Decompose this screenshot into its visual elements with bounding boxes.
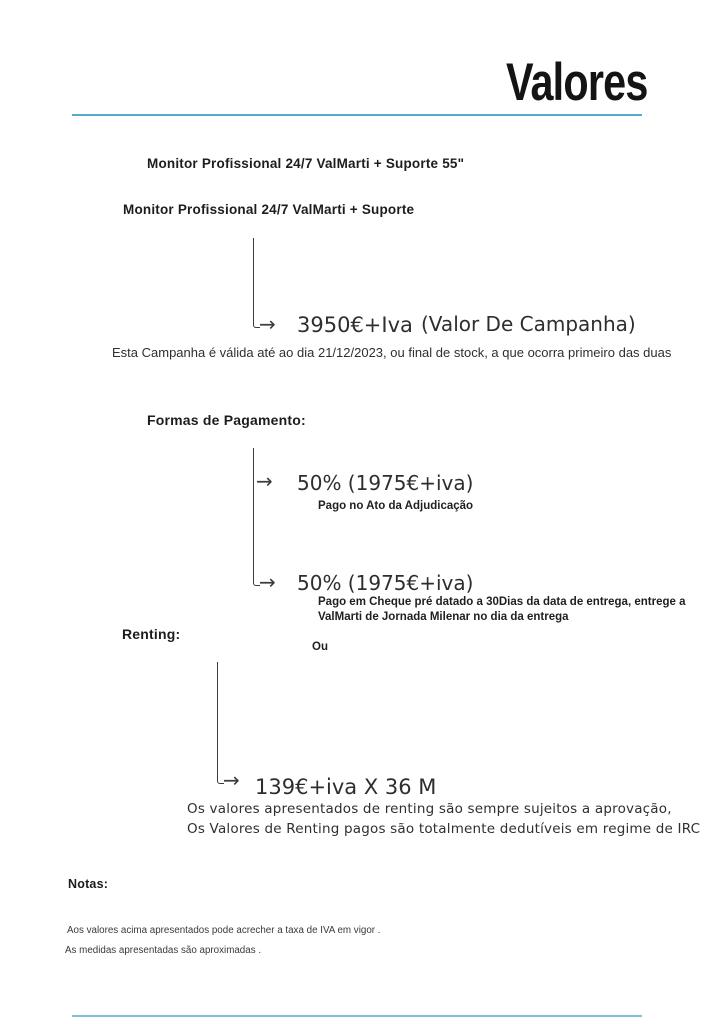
- installment-2-note-line1: Pago em Cheque pré datado a 30Dias da data de entrega, entrege a: [318, 596, 686, 608]
- notes-heading: Notas:: [68, 877, 109, 891]
- top-divider-line: [72, 114, 642, 116]
- installment-2-amount: 50% (1975€+iva): [297, 571, 474, 595]
- installment-2-note-line2: ValMarti de Jornada Milenar no dia da entrega: [318, 611, 569, 623]
- campaign-label: (Valor De Campanha): [421, 312, 636, 336]
- bottom-divider-line: [72, 1015, 642, 1017]
- renting-note-line2: Os Valores de Renting pagos são totalmente dedutíveis em regime de IRC: [187, 821, 701, 837]
- payment-arrow-1-icon: →: [256, 469, 273, 493]
- payment-arrow-2-icon: →: [259, 570, 276, 594]
- renting-bracket-line: [217, 662, 224, 784]
- payment-heading: Formas de Pagamento:: [147, 412, 306, 428]
- product-heading-55: Monitor Profissional 24/7 ValMarti + Suporte 55": [147, 156, 465, 171]
- renting-note-line1: Os valores apresentados de renting são sempre sujeitos a aprovação,: [187, 801, 672, 817]
- notes-line1: Aos valores acima apresentados pode acrecher a taxa de IVA em vigor .: [67, 925, 381, 936]
- campaign-price: 3950€+Iva: [297, 313, 413, 337]
- renting-heading: Renting:: [122, 626, 181, 642]
- notes-line2: As medidas apresentadas são aproximadas .: [65, 945, 262, 956]
- campaign-validity-text: Esta Campanha é válida até ao dia 21/12/2023, ou final de stock, a que ocorra primeiro das duas: [112, 345, 672, 360]
- installment-1-note: Pago no Ato da Adjudicação: [318, 500, 474, 512]
- renting-arrow-icon: →: [223, 768, 240, 792]
- installment-1-amount: 50% (1975€+iva): [297, 471, 474, 495]
- or-label: Ou: [312, 641, 328, 653]
- page-title: Valores: [506, 53, 648, 112]
- campaign-arrow-icon: →: [259, 312, 276, 336]
- product-heading: Monitor Profissional 24/7 ValMarti + Suporte: [123, 202, 415, 217]
- renting-price: 139€+iva X 36 M: [255, 775, 437, 799]
